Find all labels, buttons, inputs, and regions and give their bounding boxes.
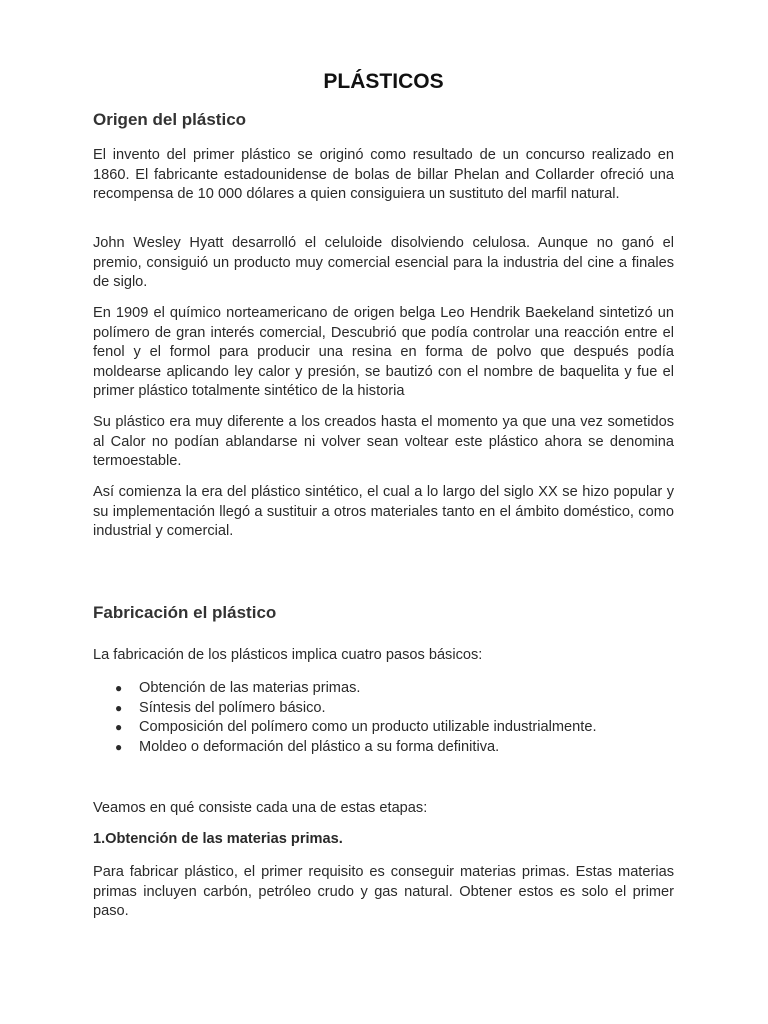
bullet-icon: ●: [115, 720, 123, 734]
paragraph: Así comienza la era del plástico sintético, el cual a lo largo del siglo XX se hizo popular y su implementación llegó a sustituir a otros materiales tanto en el ámbito doméstico, como industrial y comercial.: [93, 484, 674, 539]
step1-paragraph: Para fabricar plástico, el primer requisito es conseguir materias primas. Estas materias primas incluyen carbón, petróleo crudo y gas natural. Obtener estos es solo el primer paso.: [93, 864, 674, 919]
step1-heading: 1.Obtención de las materias primas.: [93, 831, 343, 847]
list-item-text: Obtención de las materias primas.: [139, 680, 361, 696]
section-heading-origen: Origen del plástico: [93, 110, 247, 129]
section-heading-fabricacion: Fabricación el plástico: [93, 603, 277, 622]
paragraph: El invento del primer plástico se originó como resultado de un concurso realizado en 1860. El fabricante estadounidense de bolas de billar Phelan and Collarder ofreció una recompensa de 10 000 dólares a quien consiguiera un sustituto del marfil natural.: [93, 147, 674, 202]
paragraph: Su plástico era muy diferente a los creados hasta el momento ya que una vez sometidos al Calor no podían ablandarse ni volver sean voltear este plástico ahora se denomina termoestable.: [93, 414, 674, 469]
document-title: PLÁSTICOS: [323, 70, 444, 93]
list-item: [93, 699, 597, 719]
steps-followup: Veamos en qué consiste cada una de estas etapas:: [93, 800, 428, 816]
bullet-icon: ●: [115, 681, 123, 695]
list-item: [93, 738, 597, 758]
steps-intro: La fabricación de los plásticos implica cuatro pasos básicos:: [93, 647, 483, 663]
list-item-text: Síntesis del polímero básico.: [139, 699, 326, 716]
list-item: [93, 679, 597, 699]
list-item: [93, 718, 597, 738]
steps-list: [93, 679, 597, 757]
paragraph: En 1909 el químico norteamericano de origen belga Leo Hendrik Baekeland sintetizó un polímero de gran interés comercial, Descubrió que podía controlar una reacción entre el fenol y el formol para producir una resina en forma de polvo que después podía moldearse aplicando ley calor y presión, se bautizó con el nombre de baquelita y fue el primer plástico totalmente sintético de la historia: [93, 305, 674, 399]
list-item-text: Composición del polímero como un producto utilizable industrialmente.: [139, 719, 597, 735]
paragraph: John Wesley Hyatt desarrolló el celuloide disolviendo celulosa. Aunque no ganó el premio, consiguió un producto muy comercial esencial para la industria del cine a finales de siglo.: [93, 235, 674, 290]
list-item-text: Moldeo o deformación del plástico a su forma definitiva.: [139, 738, 500, 755]
bullet-icon: ●: [115, 700, 123, 715]
bullet-icon: ●: [115, 739, 123, 754]
